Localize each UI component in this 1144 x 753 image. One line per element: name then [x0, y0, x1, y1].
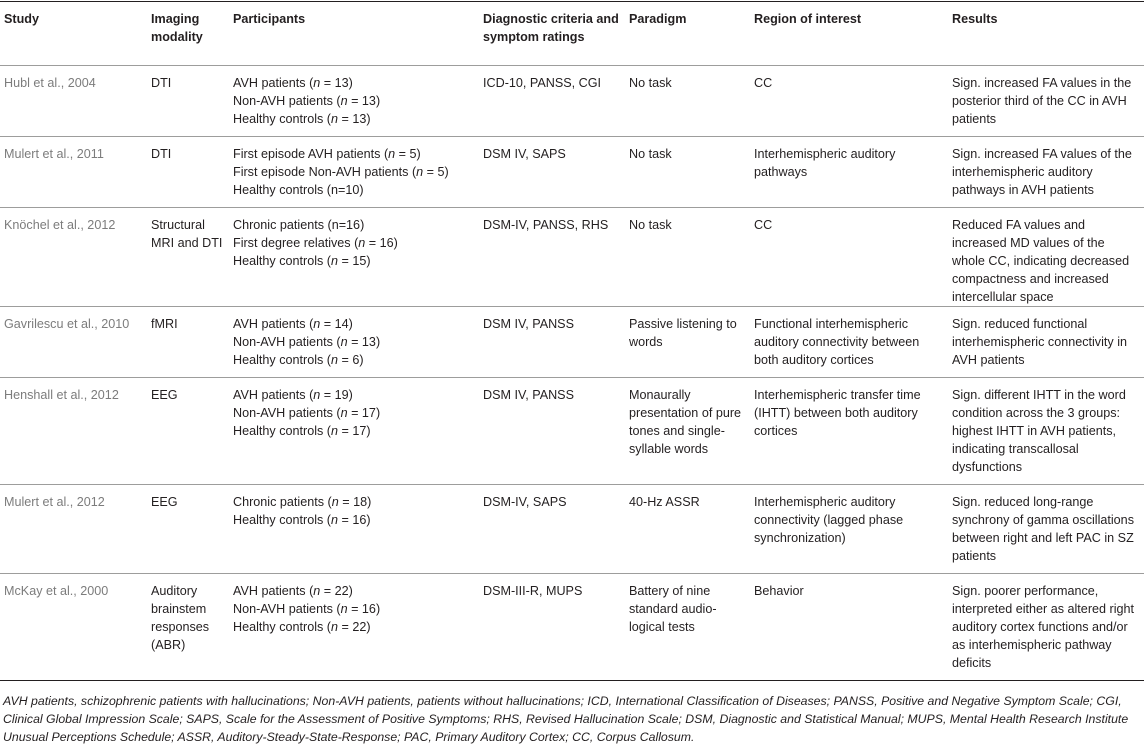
header-study: Study — [0, 2, 147, 66]
cell-diagnostic-criteria: DSM-IV, SAPS — [479, 485, 625, 574]
participant-label: Healthy controls ( — [233, 353, 331, 367]
participant-label: Non-AVH patients ( — [233, 94, 341, 108]
participant-label: Healthy controls (n=10) — [233, 183, 364, 197]
sample-size-symbol: n — [340, 602, 348, 616]
sample-size-symbol: n — [331, 495, 339, 509]
sample-size-symbol: n — [416, 165, 424, 179]
sample-size-value: = 19) — [320, 388, 353, 402]
participant-label: Chronic patients (n=16) — [233, 218, 365, 232]
cell-participants — [229, 137, 479, 208]
cell-paradigm: 40-Hz ASSR — [625, 485, 750, 574]
participant-label: Non-AVH patients ( — [233, 602, 341, 616]
cell-imaging-modality: EEG — [147, 485, 229, 574]
participant-group — [233, 92, 475, 110]
cell-diagnostic-criteria: DSM IV, SAPS — [479, 137, 625, 208]
cell-diagnostic-criteria: DSM IV, PANSS — [479, 378, 625, 485]
cell-results: Reduced FA values and increased MD values of the whole CC, indicating decreased compactness and increased intercellular space — [948, 208, 1144, 307]
cell-paradigm: Passive listening to words — [625, 307, 750, 378]
participant-label: Healthy controls ( — [233, 254, 331, 268]
participant-group — [233, 582, 475, 600]
cell-imaging-modality: EEG — [147, 378, 229, 485]
participant-group — [233, 234, 475, 252]
cell-region-of-interest: CC — [750, 66, 948, 137]
sample-size-value: = 16) — [365, 236, 398, 250]
cell-participants — [229, 208, 479, 307]
header-region-of-interest: Region of interest — [750, 2, 948, 66]
sample-size-value: = 16) — [347, 602, 381, 616]
participant-label: Healthy controls ( — [233, 620, 331, 634]
cell-diagnostic-criteria: DSM IV, PANSS — [479, 307, 625, 378]
sample-size-value: = 5) — [423, 165, 449, 179]
participant-group — [233, 333, 475, 351]
sample-size-value: = 17) — [347, 406, 381, 420]
sample-size-value: = 22) — [338, 620, 371, 634]
participant-group — [233, 74, 475, 92]
sample-size-value: = 13) — [320, 76, 353, 90]
participant-group — [233, 493, 475, 511]
sample-size-value: = 18) — [338, 495, 372, 509]
cell-participants — [229, 574, 479, 681]
cell-region-of-interest: Interhemispheric auditory pathways — [750, 137, 948, 208]
participant-label: Chronic patients ( — [233, 495, 332, 509]
sample-size-value: = 16) — [338, 513, 371, 527]
participant-group — [233, 181, 475, 199]
sample-size-value: = 22) — [320, 584, 353, 598]
cell-study: Hubl et al., 2004 — [0, 66, 147, 137]
participant-group — [233, 252, 475, 270]
participant-group — [233, 618, 475, 636]
cell-study: Knöchel et al., 2012 — [0, 208, 147, 307]
participant-label: Non-AVH patients ( — [233, 406, 341, 420]
table-row — [0, 66, 1144, 137]
participant-group — [233, 216, 475, 234]
cell-paradigm: Monaurally presentation of pure tones and single- syllable words — [625, 378, 750, 485]
header-results: Results — [948, 2, 1144, 66]
cell-region-of-interest: Behavior — [750, 574, 948, 681]
cell-participants — [229, 378, 479, 485]
cell-imaging-modality: DTI — [147, 66, 229, 137]
cell-region-of-interest: CC — [750, 208, 948, 307]
sample-size-value: = 13) — [338, 112, 371, 126]
participant-group — [233, 600, 475, 618]
table-row — [0, 208, 1144, 307]
sample-size-symbol: n — [313, 76, 321, 90]
sample-size-symbol: n — [388, 147, 396, 161]
cell-diagnostic-criteria: DSM-IV, PANSS, RHS — [479, 208, 625, 307]
participant-group — [233, 110, 475, 128]
participant-group — [233, 404, 475, 422]
table-row — [0, 307, 1144, 378]
cell-region-of-interest: Functional interhemispheric auditory connectivity between both auditory cortices — [750, 307, 948, 378]
cell-results: Sign. different IHTT in the word condition across the 3 groups: highest IHTT in AVH patients, indicating transcallosal dysfunctions — [948, 378, 1144, 485]
table-row — [0, 137, 1144, 208]
header-diagnostic-criteria: Diagnostic criteria and symptom ratings — [479, 2, 625, 66]
sample-size-value: = 15) — [338, 254, 371, 268]
table-row — [0, 378, 1144, 485]
cell-paradigm: No task — [625, 208, 750, 307]
sample-size-symbol: n — [340, 406, 348, 420]
sample-size-symbol: n — [313, 388, 321, 402]
cell-region-of-interest: Interhemispheric transfer time (IHTT) between both auditory cortices — [750, 378, 948, 485]
cell-results: Sign. poorer performance, interpreted either as altered right auditory cortex functions and/or as interhemispheric pathway deficits — [948, 574, 1144, 681]
cell-paradigm: Battery of nine standard audio- logical tests — [625, 574, 750, 681]
sample-size-value: = 13) — [347, 335, 381, 349]
participant-label: AVH patients ( — [233, 317, 314, 331]
sample-size-value: = 6) — [338, 353, 364, 367]
cell-results: Sign. increased FA values of the interhemispheric auditory pathways in AVH patients — [948, 137, 1144, 208]
participant-label: First episode Non-AVH patients ( — [233, 165, 417, 179]
sample-size-symbol: n — [331, 513, 339, 527]
participant-group — [233, 315, 475, 333]
cell-paradigm: No task — [625, 66, 750, 137]
cell-participants — [229, 66, 479, 137]
sample-size-symbol: n — [331, 112, 339, 126]
table-row — [0, 485, 1144, 574]
sample-size-symbol: n — [331, 424, 339, 438]
cell-results: Sign. reduced functional interhemispheric connectivity in AVH patients — [948, 307, 1144, 378]
cell-imaging-modality: Structural MRI and DTI — [147, 208, 229, 307]
participant-label: AVH patients ( — [233, 388, 314, 402]
sample-size-value: = 17) — [338, 424, 371, 438]
table-footnote: AVH patients, schizophrenic patients with hallucinations; Non-AVH patients, patients without hallucinations; ICD, International Classification of Diseases; PANSS, Positive and Negative Symptom Scale; CGI, Clinical Global Impression Scale; SAPS, Scale for the Assessment of Positive Symptoms; RHS, Revised Hallucination Scale; DSM, Diagnostic and Statistical Manual; MUPS, Mental Health Research Institute Unusual Perceptions Schedule; ASSR, Auditory-Steady-State-Response; PAC, Primary Auditory Cortex; CC, Corpus Callosum. — [3, 694, 1129, 744]
table-row — [0, 574, 1144, 681]
cell-paradigm: No task — [625, 137, 750, 208]
sample-size-symbol: n — [358, 236, 366, 250]
cell-results: Sign. reduced long-range synchrony of gamma oscillations between right and left PAC in SZ patients — [948, 485, 1144, 574]
sample-size-symbol: n — [331, 620, 339, 634]
sample-size-symbol: n — [331, 254, 339, 268]
cell-study: Henshall et al., 2012 — [0, 378, 147, 485]
cell-results: Sign. increased FA values in the posterior third of the CC in AVH patients — [948, 66, 1144, 137]
sample-size-symbol: n — [340, 335, 348, 349]
cell-participants — [229, 485, 479, 574]
participant-label: Healthy controls ( — [233, 513, 331, 527]
participant-label: Non-AVH patients ( — [233, 335, 341, 349]
sample-size-value: = 13) — [347, 94, 381, 108]
cell-study: Mulert et al., 2011 — [0, 137, 147, 208]
sample-size-symbol: n — [313, 317, 321, 331]
participant-label: AVH patients ( — [233, 584, 314, 598]
header-participants: Participants — [229, 2, 479, 66]
header-imaging-modality: Imaging modality — [147, 2, 229, 66]
cell-region-of-interest: Interhemispheric auditory connectivity (lagged phase synchronization) — [750, 485, 948, 574]
participant-label: First degree relatives ( — [233, 236, 359, 250]
participant-label: Healthy controls ( — [233, 424, 331, 438]
cell-diagnostic-criteria: ICD-10, PANSS, CGI — [479, 66, 625, 137]
participant-group — [233, 511, 475, 529]
participant-group — [233, 145, 475, 163]
participant-group — [233, 163, 475, 181]
cell-diagnostic-criteria: DSM-III-R, MUPS — [479, 574, 625, 681]
participant-label: AVH patients ( — [233, 76, 314, 90]
cell-study: Gavrilescu et al., 2010 — [0, 307, 147, 378]
sample-size-symbol: n — [313, 584, 321, 598]
cell-imaging-modality: DTI — [147, 137, 229, 208]
cell-imaging-modality: Auditory brainstem responses (ABR) — [147, 574, 229, 681]
sample-size-symbol: n — [331, 353, 339, 367]
cell-study: McKay et al., 2000 — [0, 574, 147, 681]
participant-group — [233, 386, 475, 404]
cell-imaging-modality: fMRI — [147, 307, 229, 378]
table-header-row — [0, 2, 1144, 66]
sample-size-value: = 14) — [320, 317, 353, 331]
header-paradigm: Paradigm — [625, 2, 750, 66]
sample-size-value: = 5) — [395, 147, 421, 161]
participant-group — [233, 351, 475, 369]
participant-label: Healthy controls ( — [233, 112, 331, 126]
table-body — [0, 66, 1144, 681]
participant-label: First episode AVH patients ( — [233, 147, 389, 161]
studies-table — [0, 1, 1144, 681]
cell-study: Mulert et al., 2012 — [0, 485, 147, 574]
cell-participants — [229, 307, 479, 378]
sample-size-symbol: n — [340, 94, 348, 108]
participant-group — [233, 422, 475, 440]
